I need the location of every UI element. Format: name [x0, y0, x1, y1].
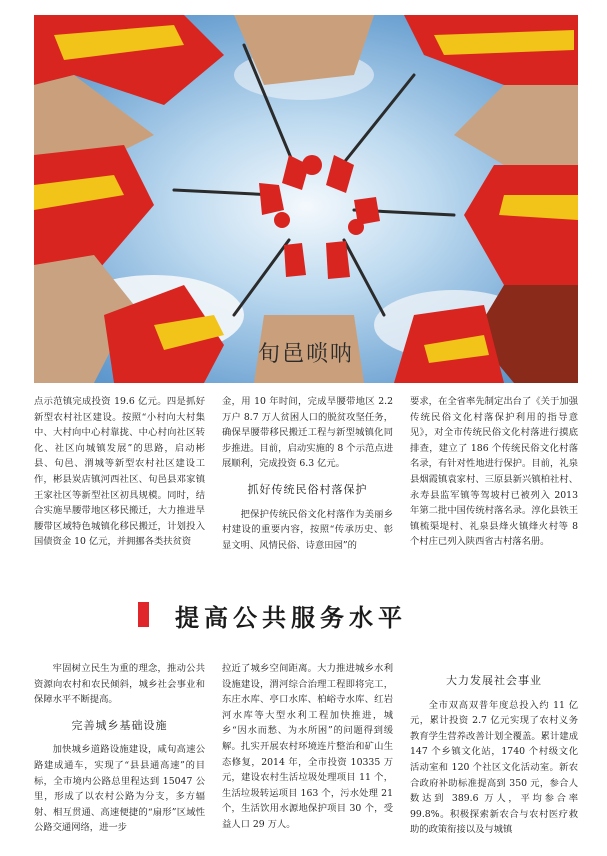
subheading: 抓好传统民俗村落保护 — [247, 482, 368, 496]
top-column-1 — [34, 394, 205, 550]
paragraph: 点示范镇完成投资 19.6 亿元。四是抓好新型农村社区建设。按照“小村向大村集中、大村向中心村靠拢、中心村向社区转化、社区向城镇发展”的思路，启动彬县、旬邑、渭城等新型农村社区建设工作，彬县炭店镇河西社区、旬邑县邓家镇王家社区等新型社区初具规模。同时，结合实施旱腰带地区移民搬迁，大力推进旱腰带区域特色城镇化移民搬迁，计划投入国债资金 10 亿元，并拥挪各类扶贫资 — [34, 396, 205, 548]
suona-players-illustration — [34, 15, 578, 383]
section-heading — [0, 598, 607, 632]
bottom-column-3 — [410, 661, 578, 838]
top-column-3 — [410, 394, 578, 550]
paragraph: 加快城乡道路设施建设，咸旬高速公路建成通车，实现了“县县通高速”的目标，全市境内公路总里程达到 15047 公里，形成了以农村公路为分支，多方辐射、相互贯通、高速便捷的“扇形”区域性公路交通网络，进一步 — [34, 744, 205, 834]
paragraph: 牢固树立民生为重的理念，推动公共资源向农村和农民倾斜，城乡社会事业和保障水平不断提高。 — [34, 663, 205, 706]
top-column-2 — [222, 394, 393, 553]
photo-caption: 旬邑唢呐 — [257, 342, 354, 367]
paragraph: 拉近了城乡空间距离。大力推进城乡水利设施建设，渭河综合治理工程即将完工，东庄水库、亭口水库、柏峪寺水库、红岩河水库等大型水利工程加快推进，城乡“因水而愁、为水所困”的问题得到缓解。扎实开展农村环境连片整治和矿山生态修复，2014 年，全市投资 10335 万元，建设农村生活垃圾处理项目 11 个，生活垃圾转运项目 163 个，污水处理 21 个，生活饮用水源地保护项目 30 个，受益人口 29 万人。 — [222, 663, 393, 830]
subheading: 大力发展社会事业 — [446, 674, 542, 687]
subheading: 完善城乡基础设施 — [71, 718, 168, 732]
bottom-column-2 — [222, 661, 393, 833]
bottom-column-1 — [34, 661, 205, 836]
suona-photo — [34, 15, 578, 383]
paragraph: 金，用 10 年时间，完成旱腰带地区 2.2 万户 8.7 万人贫困人口的脱贫攻坚任务，确保旱腰带移民搬迁工程与新型城镇化同步推进。目前，启动实施的 8 个示范点进展顺利，完成投资 6.3 亿元。 — [222, 396, 393, 470]
section-title: 提高公共服务水平 — [175, 603, 407, 632]
paragraph: 要求，在全省率先制定出台了《关于加强传统民俗文化村落保护利用的指导意见》，对全市传统民俗文化村落进行摸底排查，建立了 186 个传统民俗文化村落名录，有针对性地进行保护。目前，礼泉县烟霞镇袁家村、三原县新兴镇柏社村、永寿县监军镇等驾坡村已被列入 2013 年第二批中国传统村落名录。淳化县铁王镇梳渠堤村、礼泉县烽火镇烽火村等 8 个村庄已列入陕西省古村落名册。 — [410, 396, 578, 548]
paragraph: 全市双高双普年度总投入约 11 亿元，累计投资 2.7 亿元实现了农村义务教育学生营养改善计划全覆盖。累计建成 147 个乡镇文化站，1740 个村级文化活动室和 120 个社区文化活动室。新农合政府补助标准提高到 350 元，参合人数达到 389.6 万人，平均参合率 99.8%。积极探索新农合与农村医疗救助的政策衔接以及与城镇 — [410, 699, 578, 836]
heading-accent-bar — [138, 602, 149, 627]
paragraph: 把保护传统民俗文化村落作为美丽乡村建设的重要内容，按照“传承历史、彰显文明、风情民俗、诗意田园”的 — [222, 508, 393, 551]
